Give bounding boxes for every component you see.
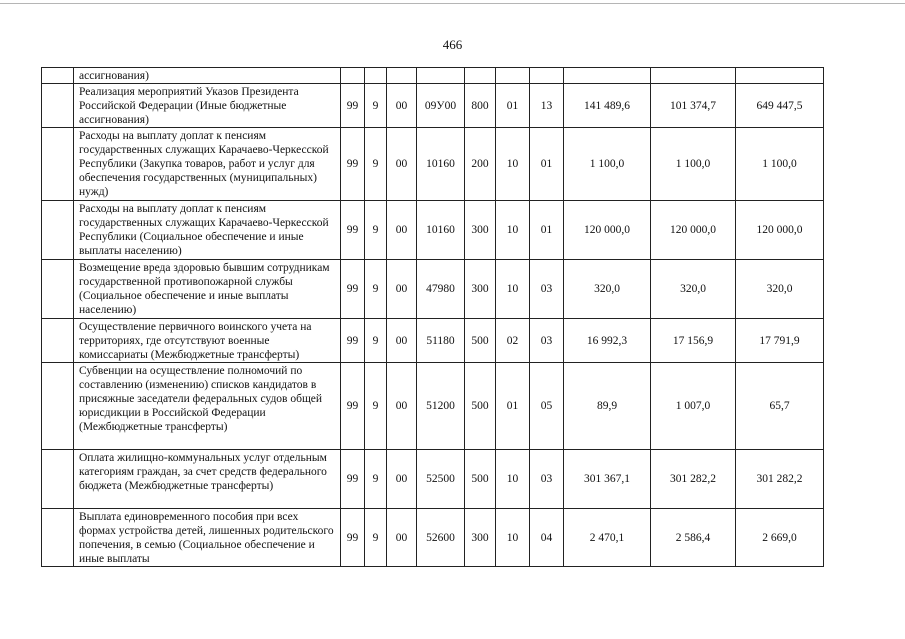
amount-year-3: 17 791,9 bbox=[736, 319, 824, 363]
direction-code: 09У00 bbox=[417, 84, 465, 128]
program-code: 99 bbox=[341, 128, 365, 201]
table-row bbox=[42, 201, 824, 260]
subsection-code: 13 bbox=[530, 84, 564, 128]
amount-year-3: 649 447,5 bbox=[736, 84, 824, 128]
amount-year-1: 16 992,3 bbox=[564, 319, 651, 363]
main-event-code bbox=[387, 68, 417, 84]
section-code bbox=[496, 68, 530, 84]
section-code: 02 bbox=[496, 319, 530, 363]
row-index-cell bbox=[42, 128, 74, 201]
expense-type-code: 800 bbox=[465, 84, 496, 128]
amount-year-2: 1 100,0 bbox=[651, 128, 736, 201]
top-rule bbox=[0, 3, 905, 4]
row-index-cell bbox=[42, 319, 74, 363]
subsection-code: 04 bbox=[530, 509, 564, 567]
expense-name: Возмещение вреда здоровью бывшим сотрудникам государственной противопожарной службы (Социальное обеспечение и иные выплаты населению) bbox=[74, 260, 341, 319]
subsection-code: 01 bbox=[530, 201, 564, 260]
expense-type-code: 300 bbox=[465, 509, 496, 567]
expense-name: Расходы на выплату доплат к пенсиям государственных служащих Карачаево-Черкесской Республики (Закупка товаров, работ и услуг для обеспечения государственных (муниципальных) нужд) bbox=[74, 128, 341, 201]
row-index-cell bbox=[42, 260, 74, 319]
subprogram-code: 9 bbox=[365, 201, 387, 260]
amount-year-2: 301 282,2 bbox=[651, 450, 736, 509]
program-code: 99 bbox=[341, 319, 365, 363]
expense-name: Оплата жилищно-коммунальных услуг отдельным категориям граждан, за счет средств федерального бюджета (Межбюджетные трансферты) bbox=[74, 450, 341, 509]
expense-name: ассигнования) bbox=[74, 68, 341, 84]
row-index-cell bbox=[42, 450, 74, 509]
table-row bbox=[42, 84, 824, 128]
row-index-cell bbox=[42, 201, 74, 260]
row-index-cell bbox=[42, 68, 74, 84]
budget-table bbox=[41, 67, 824, 567]
amount-year-1: 301 367,1 bbox=[564, 450, 651, 509]
table-row bbox=[42, 68, 824, 84]
amount-year-2: 2 586,4 bbox=[651, 509, 736, 567]
table-row bbox=[42, 363, 824, 450]
amount-year-3: 1 100,0 bbox=[736, 128, 824, 201]
program-code bbox=[341, 68, 365, 84]
subprogram-code bbox=[365, 68, 387, 84]
main-event-code: 00 bbox=[387, 363, 417, 450]
subprogram-code: 9 bbox=[365, 260, 387, 319]
expense-type-code: 500 bbox=[465, 319, 496, 363]
amount-year-1: 141 489,6 bbox=[564, 84, 651, 128]
program-code: 99 bbox=[341, 450, 365, 509]
direction-code: 47980 bbox=[417, 260, 465, 319]
direction-code: 52500 bbox=[417, 450, 465, 509]
main-event-code: 00 bbox=[387, 128, 417, 201]
section-code: 01 bbox=[496, 84, 530, 128]
amount-year-1: 320,0 bbox=[564, 260, 651, 319]
expense-type-code: 500 bbox=[465, 450, 496, 509]
amount-year-2 bbox=[651, 68, 736, 84]
amount-year-3: 301 282,2 bbox=[736, 450, 824, 509]
subsection-code: 03 bbox=[530, 319, 564, 363]
direction-code: 51180 bbox=[417, 319, 465, 363]
table-row bbox=[42, 509, 824, 567]
subprogram-code: 9 bbox=[365, 319, 387, 363]
expense-type-code: 300 bbox=[465, 260, 496, 319]
direction-code: 51200 bbox=[417, 363, 465, 450]
subprogram-code: 9 bbox=[365, 84, 387, 128]
section-code: 10 bbox=[496, 260, 530, 319]
table-row bbox=[42, 319, 824, 363]
program-code: 99 bbox=[341, 84, 365, 128]
amount-year-3: 320,0 bbox=[736, 260, 824, 319]
subprogram-code: 9 bbox=[365, 509, 387, 567]
table-row bbox=[42, 128, 824, 201]
direction-code: 10160 bbox=[417, 128, 465, 201]
amount-year-2: 120 000,0 bbox=[651, 201, 736, 260]
amount-year-1: 1 100,0 bbox=[564, 128, 651, 201]
section-code: 01 bbox=[496, 363, 530, 450]
section-code: 10 bbox=[496, 128, 530, 201]
amount-year-2: 1 007,0 bbox=[651, 363, 736, 450]
subprogram-code: 9 bbox=[365, 128, 387, 201]
direction-code: 10160 bbox=[417, 201, 465, 260]
subsection-code: 01 bbox=[530, 128, 564, 201]
main-event-code: 00 bbox=[387, 84, 417, 128]
amount-year-3: 2 669,0 bbox=[736, 509, 824, 567]
section-code: 10 bbox=[496, 509, 530, 567]
expense-name: Осуществление первичного воинского учета на территориях, где отсутствуют военные комиссариаты (Межбюджетные трансферты) bbox=[74, 319, 341, 363]
amount-year-3 bbox=[736, 68, 824, 84]
expense-type-code bbox=[465, 68, 496, 84]
main-event-code: 00 bbox=[387, 260, 417, 319]
main-event-code: 00 bbox=[387, 509, 417, 567]
page-number: 466 bbox=[442, 37, 463, 52]
row-index-cell bbox=[42, 509, 74, 567]
amount-year-3: 65,7 bbox=[736, 363, 824, 450]
program-code: 99 bbox=[341, 363, 365, 450]
amount-year-1: 120 000,0 bbox=[564, 201, 651, 260]
row-index-cell bbox=[42, 84, 74, 128]
main-event-code: 00 bbox=[387, 319, 417, 363]
row-index-cell bbox=[42, 363, 74, 450]
subsection-code: 05 bbox=[530, 363, 564, 450]
amount-year-3: 120 000,0 bbox=[736, 201, 824, 260]
amount-year-1: 2 470,1 bbox=[564, 509, 651, 567]
main-event-code: 00 bbox=[387, 450, 417, 509]
subprogram-code: 9 bbox=[365, 450, 387, 509]
direction-code bbox=[417, 68, 465, 84]
amount-year-1: 89,9 bbox=[564, 363, 651, 450]
section-code: 10 bbox=[496, 201, 530, 260]
subsection-code: 03 bbox=[530, 450, 564, 509]
amount-year-1 bbox=[564, 68, 651, 84]
expense-type-code: 300 bbox=[465, 201, 496, 260]
expense-name: Реализация мероприятий Указов Президента Российской Федерации (Иные бюджетные ассигнования) bbox=[74, 84, 341, 128]
table-row bbox=[42, 260, 824, 319]
main-event-code: 00 bbox=[387, 201, 417, 260]
subprogram-code: 9 bbox=[365, 363, 387, 450]
expense-name: Субвенции на осуществление полномочий по составлению (изменению) списков кандидатов в присяжные заседатели федеральных судов общей юрисдикции в Российской Федерации (Межбюджетные трансферты) bbox=[74, 363, 341, 450]
subsection-code: 03 bbox=[530, 260, 564, 319]
table-row bbox=[42, 450, 824, 509]
amount-year-2: 17 156,9 bbox=[651, 319, 736, 363]
subsection-code bbox=[530, 68, 564, 84]
section-code: 10 bbox=[496, 450, 530, 509]
expense-name: Выплата единовременного пособия при всех формах устройства детей, лишенных родительского попечения, в семью (Социальное обеспечение и иные выплаты bbox=[74, 509, 341, 567]
expense-type-code: 200 bbox=[465, 128, 496, 201]
program-code: 99 bbox=[341, 201, 365, 260]
amount-year-2: 101 374,7 bbox=[651, 84, 736, 128]
program-code: 99 bbox=[341, 509, 365, 567]
expense-name: Расходы на выплату доплат к пенсиям государственных служащих Карачаево-Черкесской Республики (Социальное обеспечение и иные выплаты населению) bbox=[74, 201, 341, 260]
direction-code: 52600 bbox=[417, 509, 465, 567]
amount-year-2: 320,0 bbox=[651, 260, 736, 319]
expense-type-code: 500 bbox=[465, 363, 496, 450]
program-code: 99 bbox=[341, 260, 365, 319]
